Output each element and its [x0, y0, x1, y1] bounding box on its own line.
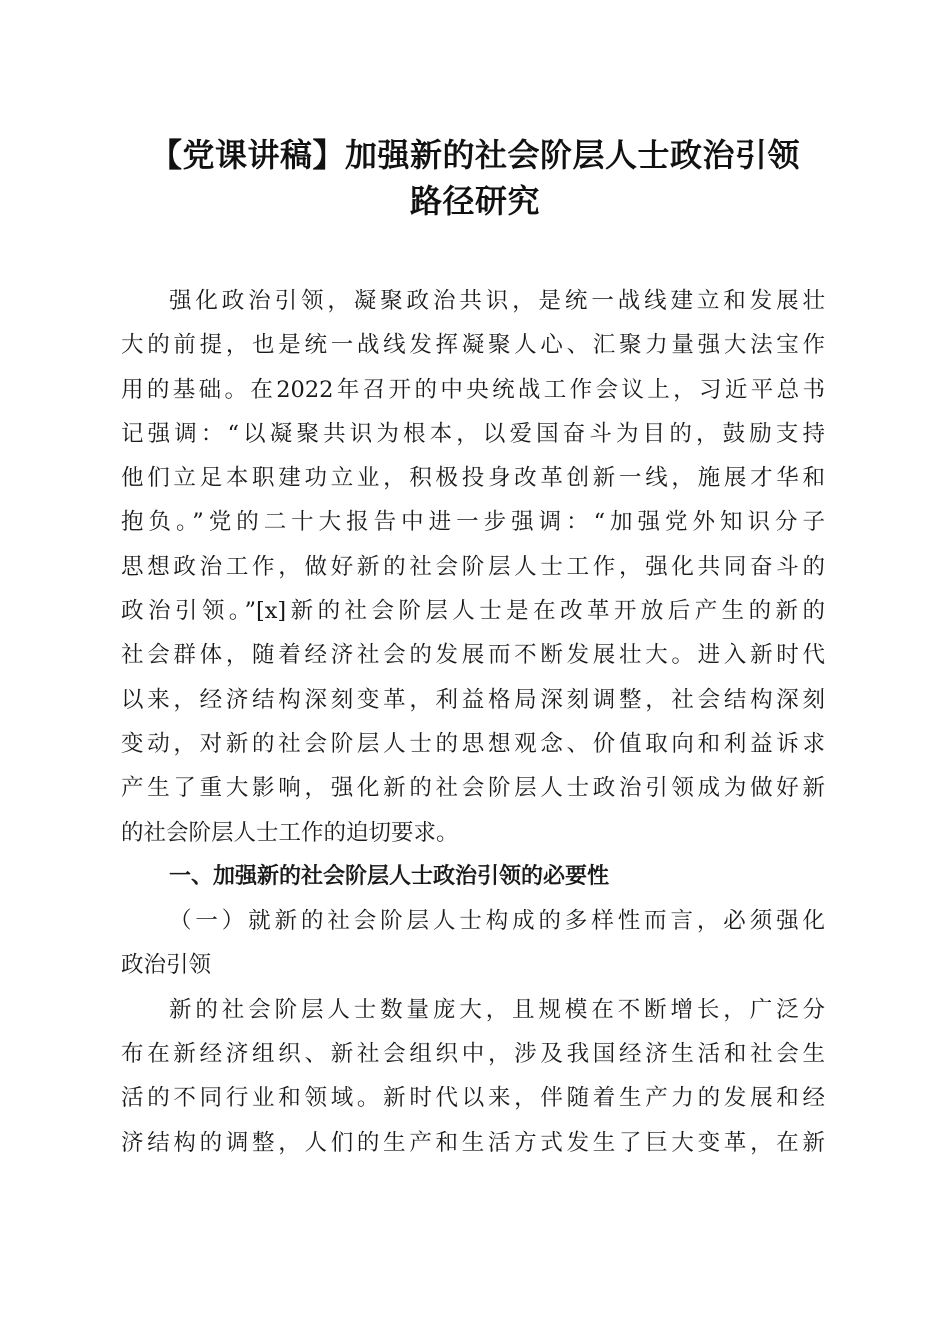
paragraph-line: 抱负。”党的二十大报告中进一步强调：“加强党外知识分子: [121, 509, 825, 536]
document-body: [121, 279, 825, 1165]
paragraph-line: 新的社会阶层人士数量庞大，且规模在不断增长，广泛分: [169, 996, 825, 1023]
document-title: [110, 132, 840, 224]
paragraph-line: 思想政治工作，做好新的社会阶层人士工作，强化共同奋斗的: [121, 553, 825, 580]
body-paragraph: [121, 988, 825, 1165]
paragraph-line: 以来，经济结构深刻变革，利益格局深刻调整，社会结构深刻: [121, 686, 825, 713]
subsection-heading-line: 政治引领: [121, 952, 212, 979]
intro-paragraph: [121, 279, 825, 855]
paragraph-line: 用的基础。在2022年召开的中央统战工作会议上，习近平总书: [121, 376, 825, 403]
paragraph-line: 济结构的调整，人们的生产和生活方式发生了巨大变革，在新: [121, 1129, 825, 1156]
paragraph-line: 社会群体，随着经济社会的发展而不断发展壮大。进入新时代: [121, 642, 825, 669]
paragraph-line: 布在新经济组织、新社会组织中，涉及我国经济生活和社会生: [121, 1041, 825, 1068]
paragraph-line: 强化政治引领，凝聚政治共识，是统一战线建立和发展壮: [169, 288, 825, 314]
title-line-1: 【党课讲稿】加强新的社会阶层人士政治引领: [149, 136, 800, 174]
subsection-heading: [121, 899, 825, 988]
paragraph-line: 的社会阶层人士工作的迫切要求。: [121, 819, 459, 846]
paragraph-line: 他们立足本职建功立业，积极投身改革创新一线，施展才华和: [121, 465, 825, 492]
section-heading: 一、加强新的社会阶层人士政治引领的必要性: [169, 863, 610, 889]
paragraph-line: 活的不同行业和领域。新时代以来，伴随着生产力的发展和经: [121, 1085, 825, 1112]
paragraph-line: 变动，对新的社会阶层人士的思想观念、价值取向和利益诉求: [121, 730, 825, 757]
paragraph-line: 政治引领。”[x]新的社会阶层人士是在改革开放后产生的新的: [121, 598, 825, 625]
subsection-heading-line: （一）就新的社会阶层人士构成的多样性而言，必须强化: [169, 908, 825, 935]
paragraph-line: 大的前提，也是统一战线发挥凝聚人心、汇聚力量强大法宝作: [121, 332, 825, 359]
title-line-2: 路径研究: [409, 182, 540, 220]
paragraph-line: 产生了重大影响，强化新的社会阶层人士政治引领成为做好新: [121, 775, 825, 802]
paragraph-line: 记强调：“以凝聚共识为根本，以爱国奋斗为目的，鼓励支持: [121, 420, 825, 447]
